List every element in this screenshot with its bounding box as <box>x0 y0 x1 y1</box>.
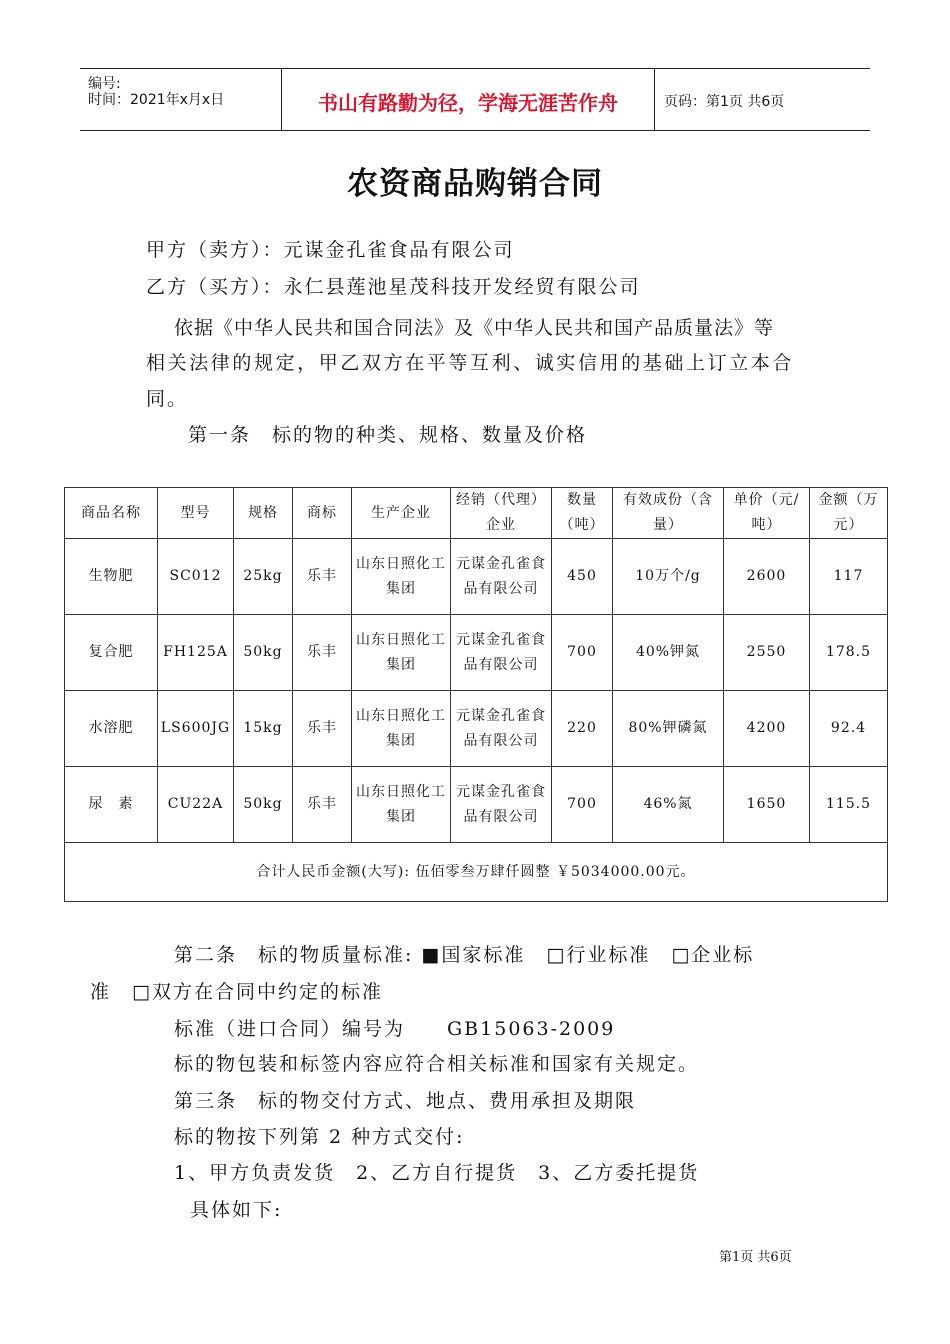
page-footer: 第1页 共6页 <box>719 1250 792 1265</box>
cell-qty: 220 <box>552 691 613 767</box>
cell-amount: 92.4 <box>810 691 888 767</box>
table-row <box>65 615 888 691</box>
cell-amount: 115.5 <box>810 767 888 843</box>
cell-content: 80%钾磷氮 <box>613 691 724 767</box>
cell-name: 生物肥 <box>65 539 158 615</box>
cell-model: FH125A <box>158 615 234 691</box>
table-header-cell: 生产企业 <box>352 488 451 539</box>
number-label: 编号: <box>88 76 121 92</box>
header-page-label: 页码：第1页 共6页 <box>664 94 785 110</box>
cell-price: 1650 <box>724 767 810 843</box>
cell-brand: 乐丰 <box>293 615 352 691</box>
table-header-row <box>65 488 888 539</box>
packaging-clause: 标的物包装和标签内容应符合相关标准和国家有关规定。 <box>174 1053 700 1075</box>
total-amount: 合计人民币金额(大写): 伍佰零叁万肆仟圆整 ￥5034000.00元。 <box>65 843 888 902</box>
table-total-row <box>65 843 888 902</box>
article-3-heading: 第三条 标的物交付方式、地点、费用承担及期限 <box>174 1090 637 1112</box>
document-header <box>80 68 870 131</box>
cell-producer: 山东日照化工集团 <box>352 615 451 691</box>
cell-dealer: 元谋金孔雀食品有限公司 <box>451 615 552 691</box>
time-label: 时间：2021年x月x日 <box>88 92 225 108</box>
table-header-cell: 数量（吨） <box>552 488 613 539</box>
cell-dealer: 元谋金孔雀食品有限公司 <box>451 767 552 843</box>
cell-name: 尿 素 <box>65 767 158 843</box>
table-header-cell: 型号 <box>158 488 234 539</box>
article-2-line-2: 准 □双方在合同中约定的标准 <box>90 981 383 1003</box>
cell-price: 2600 <box>724 539 810 615</box>
table-row <box>65 691 888 767</box>
cell-name: 水溶肥 <box>65 691 158 767</box>
cell-spec: 15kg <box>234 691 293 767</box>
table-header-cell: 规格 <box>234 488 293 539</box>
basis-line-2: 相关法律的规定，甲乙双方在平等互利、诚实信用的基础上订立本合 <box>146 352 795 374</box>
cell-qty: 700 <box>552 615 613 691</box>
cell-brand: 乐丰 <box>293 691 352 767</box>
table-row <box>65 539 888 615</box>
cell-producer: 山东日照化工集团 <box>352 539 451 615</box>
details-label: 具体如下: <box>190 1199 283 1221</box>
cell-brand: 乐丰 <box>293 767 352 843</box>
cell-amount: 178.5 <box>810 615 888 691</box>
cell-model: CU22A <box>158 767 234 843</box>
basis-line-3: 同。 <box>146 388 189 410</box>
cell-content: 40%钾氮 <box>613 615 724 691</box>
standard-number: 标准（进口合同）编号为 GB15063-2009 <box>174 1018 616 1040</box>
table-header-cell: 商标 <box>293 488 352 539</box>
goods-table <box>64 487 888 902</box>
cell-model: LS600JG <box>158 691 234 767</box>
party-b: 乙方（买方）：永仁县莲池星茂科技开发经贸有限公司 <box>146 276 641 298</box>
cell-spec: 25kg <box>234 539 293 615</box>
cell-spec: 50kg <box>234 615 293 691</box>
cell-model: SC012 <box>158 539 234 615</box>
cell-brand: 乐丰 <box>293 539 352 615</box>
cell-price: 2550 <box>724 615 810 691</box>
cell-qty: 450 <box>552 539 613 615</box>
cell-dealer: 元谋金孔雀食品有限公司 <box>451 539 552 615</box>
table-header-cell: 单价（元/吨） <box>724 488 810 539</box>
cell-amount: 117 <box>810 539 888 615</box>
header-motto: 书山有路勤为径，学海无涯苦作舟 <box>318 91 618 115</box>
article-1-heading: 第一条 标的物的种类、规格、数量及价格 <box>188 424 588 446</box>
table-header-cell: 商品名称 <box>65 488 158 539</box>
table-header-cell: 金额（万元） <box>810 488 888 539</box>
cell-producer: 山东日照化工集团 <box>352 691 451 767</box>
header-page-cell <box>654 69 870 130</box>
cell-content: 10万个/g <box>613 539 724 615</box>
cell-content: 46%氮 <box>613 767 724 843</box>
article-2-line-1: 第二条 标的物质量标准: ■国家标准 □行业标准 □企业标 <box>174 944 755 966</box>
header-meta <box>80 69 281 130</box>
document-title: 农资商品购销合同 <box>347 166 603 202</box>
delivery-options: 1、甲方负责发货 2、乙方自行提货 3、乙方委托提货 <box>174 1162 700 1184</box>
cell-dealer: 元谋金孔雀食品有限公司 <box>451 691 552 767</box>
table-row <box>65 767 888 843</box>
cell-qty: 700 <box>552 767 613 843</box>
basis-line-1: 依据《中华人民共和国合同法》及《中华人民共和国产品质量法》等 <box>174 317 775 339</box>
cell-name: 复合肥 <box>65 615 158 691</box>
header-motto-cell <box>281 69 655 130</box>
cell-spec: 50kg <box>234 767 293 843</box>
cell-producer: 山东日照化工集团 <box>352 767 451 843</box>
table-header-cell: 经销（代理）企业 <box>451 488 552 539</box>
party-a: 甲方（卖方）：元谋金孔雀食品有限公司 <box>146 239 515 261</box>
delivery-method: 标的物按下列第 2 种方式交付: <box>174 1126 465 1148</box>
table-header-cell: 有效成份（含量） <box>613 488 724 539</box>
cell-price: 4200 <box>724 691 810 767</box>
